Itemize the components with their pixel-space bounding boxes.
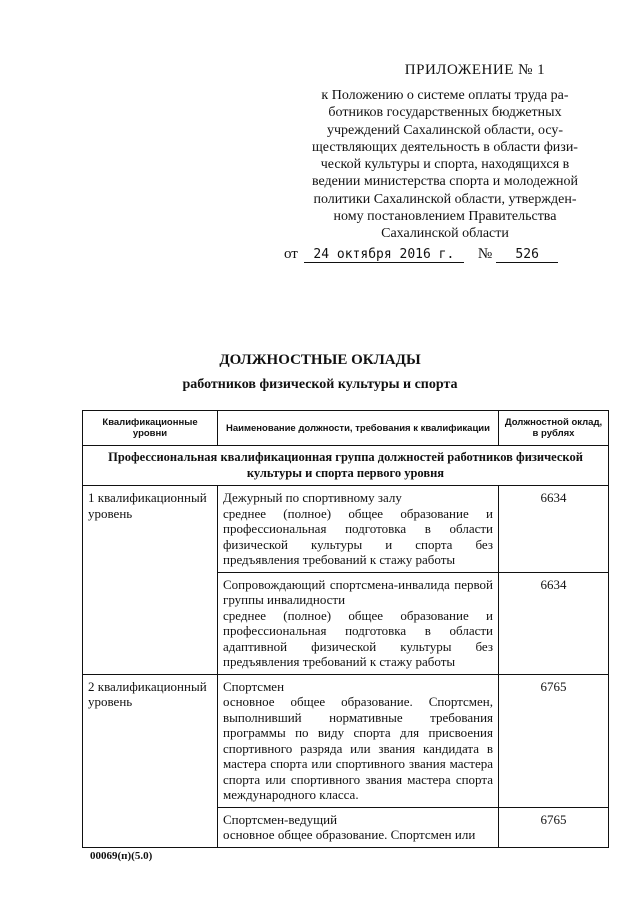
appendix-description — [300, 87, 590, 243]
salary-cell: 6634 — [499, 572, 609, 674]
table-row — [83, 674, 609, 807]
appendix-line: к Положению о системе оплаты труда ра- — [321, 88, 569, 103]
appendix-line: ботников государственных бюджетных — [328, 105, 562, 121]
appendix-line: ческой культуры и спорта, находящихся в — [320, 157, 570, 173]
table-header-row — [83, 411, 609, 446]
appendix-line: ществляющих деятельность в области физи- — [312, 139, 578, 155]
salary-cell: 6765 — [499, 807, 609, 847]
position-cell — [218, 486, 499, 573]
position-requirements: среднее (полное) общее образование и профессиональная подготовка в области физической культуры и спорта без предъявления требований к стажу работы — [223, 505, 493, 567]
header-level: Квалификационные уровни — [83, 411, 218, 446]
appendix-line: ведении министерства спорта и молодежной — [312, 174, 578, 190]
header-salary: Должностной оклад, в рублях — [499, 411, 609, 446]
header-position: Наименование должности, требования к квалификации — [218, 411, 499, 446]
salary-cell: 6765 — [499, 674, 609, 807]
salary-table — [82, 410, 609, 848]
resolution-date: 24 октября 2016 г. — [304, 247, 464, 263]
table-row — [83, 486, 609, 573]
position-name: Сопровождающий спортсмена-инвалида первой группы инвалидности — [223, 576, 493, 607]
appendix-line: политики Сахалинской области, утвержден- — [313, 191, 577, 207]
appendix-line: учреждений Сахалинской области, осу- — [326, 122, 564, 138]
appendix-line: Сахалинской области — [381, 226, 509, 242]
from-label: от — [284, 246, 298, 262]
appendix-block — [300, 62, 590, 243]
appendix-line: ному постановлением Правительства — [333, 209, 557, 225]
position-requirements: основное общее образование. Спортсмен, выполнивший нормативные требования программы по виду спорта для присвоения спортивного разряда или звания кандидата в мастера спорта или спортивного звания мастера спорта или спортивного звания мастера спорта международного класса. — [223, 694, 493, 802]
group-title: Профессиональная квалификационная группа должностей работников физической культуры и спорта первого уровня — [83, 446, 609, 486]
position-cell — [218, 674, 499, 807]
number-label: № — [477, 246, 493, 262]
level-cell: 1 квалификационный уровень — [83, 486, 218, 675]
document-title: ДОЛЖНОСТНЫЕ ОКЛАДЫ — [219, 352, 421, 368]
position-name: Спортсмен-ведущий — [223, 811, 338, 827]
salary-cell: 6634 — [499, 486, 609, 573]
position-requirements: среднее (полное) общее образование и профессиональная подготовка в области адаптивной физической культуры без предъявления требований к стажу работы — [223, 607, 493, 669]
document-subtitle: работников физической культуры и спорта — [182, 377, 458, 392]
appendix-title: ПРИЛОЖЕНИЕ № 1 — [404, 62, 546, 78]
resolution-number: 526 — [496, 247, 558, 263]
position-cell — [218, 572, 499, 674]
level-cell: 2 квалификационный уровень — [83, 674, 218, 847]
group-row — [83, 446, 609, 486]
document-code: 00069(п)(5.0) — [90, 850, 153, 862]
position-cell — [218, 807, 499, 847]
resolution-reference — [284, 246, 558, 263]
position-name: Спортсмен — [223, 678, 285, 694]
position-name: Дежурный по спортивному залу — [223, 490, 402, 505]
position-requirements: основное общее образование. Спортсмен или — [223, 827, 476, 842]
